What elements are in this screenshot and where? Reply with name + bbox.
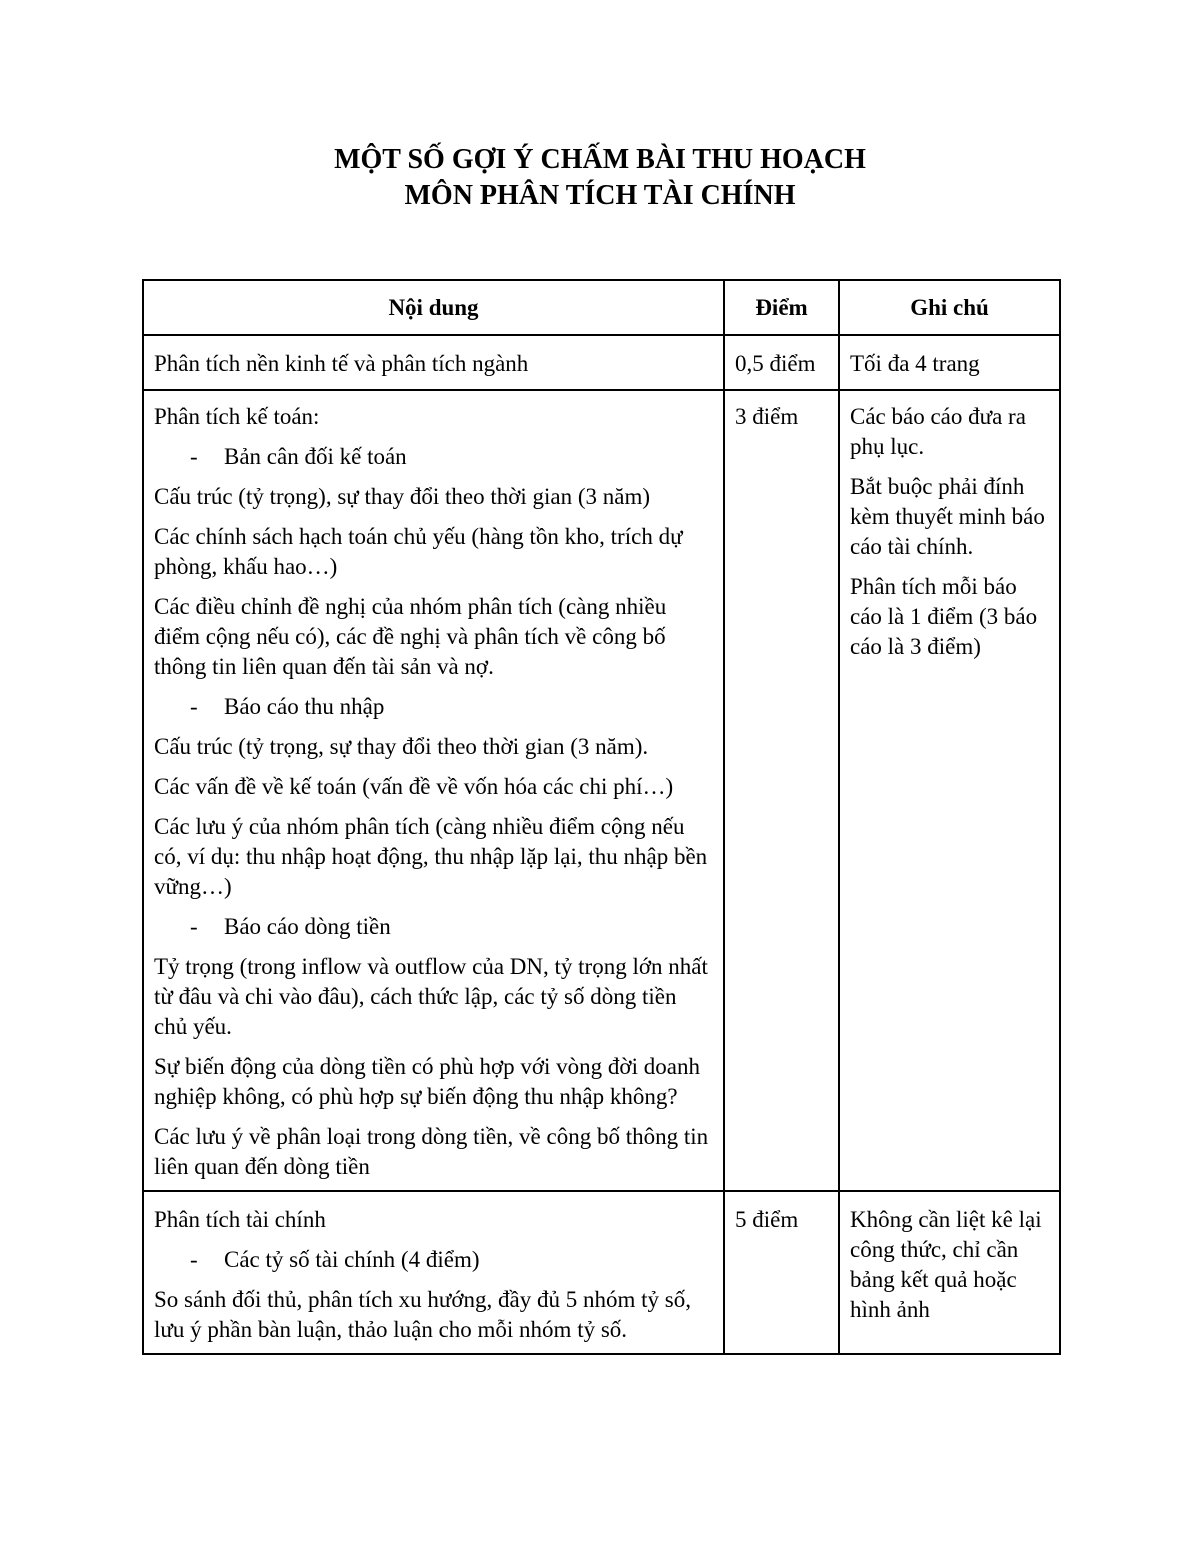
content-paragraph: So sánh đối thủ, phân tích xu hướng, đầy đủ 5 nhóm tỷ số, lưu ý phần bàn luận, thảo luận cho mỗi nhóm tỷ số.: [154, 1287, 691, 1342]
content-paragraph: Sự biến động của dòng tiền có phù hợp với vòng đời doanh nghiệp không, có phù hợp sự biến động thu nhập không?: [154, 1054, 700, 1109]
bullet-text: Các tỷ số tài chính (4 điểm): [224, 1247, 480, 1272]
content-paragraph: Phân tích tài chính: [154, 1207, 326, 1232]
bullet-item: [154, 1245, 713, 1275]
bullet-item: [154, 692, 713, 722]
content-paragraph: Phân tích kế toán:: [154, 404, 320, 429]
content-cell: [143, 1191, 724, 1354]
content-paragraph: Các lưu ý của nhóm phân tích (càng nhiều điểm cộng nếu có, ví dụ: thu nhập hoạt động, thu nhập lặp lại, thu nhập bền vững…): [154, 814, 708, 899]
bullet-item: [154, 442, 713, 472]
document-title: [0, 142, 1200, 214]
note-paragraph: Các báo cáo đưa ra phụ lục.: [850, 404, 1026, 459]
content-cell: [143, 390, 724, 1191]
bullet-dash: -: [190, 444, 198, 469]
notes-cell: [839, 390, 1060, 1191]
content-paragraph: Phân tích nền kinh tế và phân tích ngành: [154, 351, 529, 376]
table-row: [143, 335, 1060, 390]
table-row: [143, 1191, 1060, 1354]
bullet-dash: -: [190, 914, 198, 939]
table-body: [143, 335, 1060, 1354]
points-cell: 0,5 điểm: [724, 335, 839, 390]
note-paragraph: Phân tích mỗi báo cáo là 1 điểm (3 báo cáo là 3 điểm): [850, 574, 1038, 659]
content-paragraph: Các lưu ý về phân loại trong dòng tiền, về công bố thông tin liên quan đến dòng tiền: [154, 1124, 709, 1179]
note-paragraph: Không cần liệt kê lại công thức, chỉ cần bảng kết quả hoặc hình ảnh: [850, 1207, 1042, 1322]
content-paragraph: Tỷ trọng (trong inflow và outflow của DN, tỷ trọng lớn nhất từ đâu và chi vào đâu), cách thức lập, các tỷ số dòng tiền chủ yếu.: [154, 954, 708, 1039]
bullet-text: Báo cáo thu nhập: [224, 694, 385, 719]
header-notes: Ghi chú: [839, 280, 1060, 335]
content-paragraph: Các vấn đề về kế toán (vấn đề về vốn hóa các chi phí…): [154, 774, 674, 799]
bullet-text: Báo cáo dòng tiền: [224, 914, 391, 939]
title-line-2: MÔN PHÂN TÍCH TÀI CHÍNH: [404, 180, 796, 211]
points-cell: 5 điểm: [724, 1191, 839, 1354]
header-row: [143, 280, 1060, 335]
bullet-item: [154, 912, 713, 942]
title-line-1: MỘT SỐ GỢI Ý CHẤM BÀI THU HOẠCH: [334, 144, 866, 175]
note-paragraph: Bắt buộc phải đính kèm thuyết minh báo cáo tài chính.: [850, 474, 1045, 559]
header-content: Nội dung: [143, 280, 724, 335]
notes-cell: [839, 1191, 1060, 1354]
table-row: [143, 390, 1060, 1191]
content-cell: [143, 335, 724, 390]
note-paragraph: Tối đa 4 trang: [850, 351, 980, 376]
content-paragraph: Cấu trúc (tỷ trọng, sự thay đổi theo thời gian (3 năm).: [154, 734, 649, 759]
bullet-text: Bản cân đối kế toán: [224, 444, 407, 469]
bullet-dash: -: [190, 1247, 198, 1272]
content-paragraph: Cấu trúc (tỷ trọng), sự thay đổi theo thời gian (3 năm): [154, 484, 651, 509]
content-paragraph: Các chính sách hạch toán chủ yếu (hàng tồn kho, trích dự phòng, khấu hao…): [154, 524, 683, 579]
notes-cell: [839, 335, 1060, 390]
bullet-dash: -: [190, 694, 198, 719]
content-paragraph: Các điều chỉnh đề nghị của nhóm phân tích (càng nhiều điểm cộng nếu có), các đề nghị và phân tích về công bố thông tin liên quan đến tài sản và nợ.: [154, 594, 667, 679]
grading-table: [142, 279, 1061, 1355]
header-points: Điểm: [724, 280, 839, 335]
points-cell: 3 điểm: [724, 390, 839, 1191]
